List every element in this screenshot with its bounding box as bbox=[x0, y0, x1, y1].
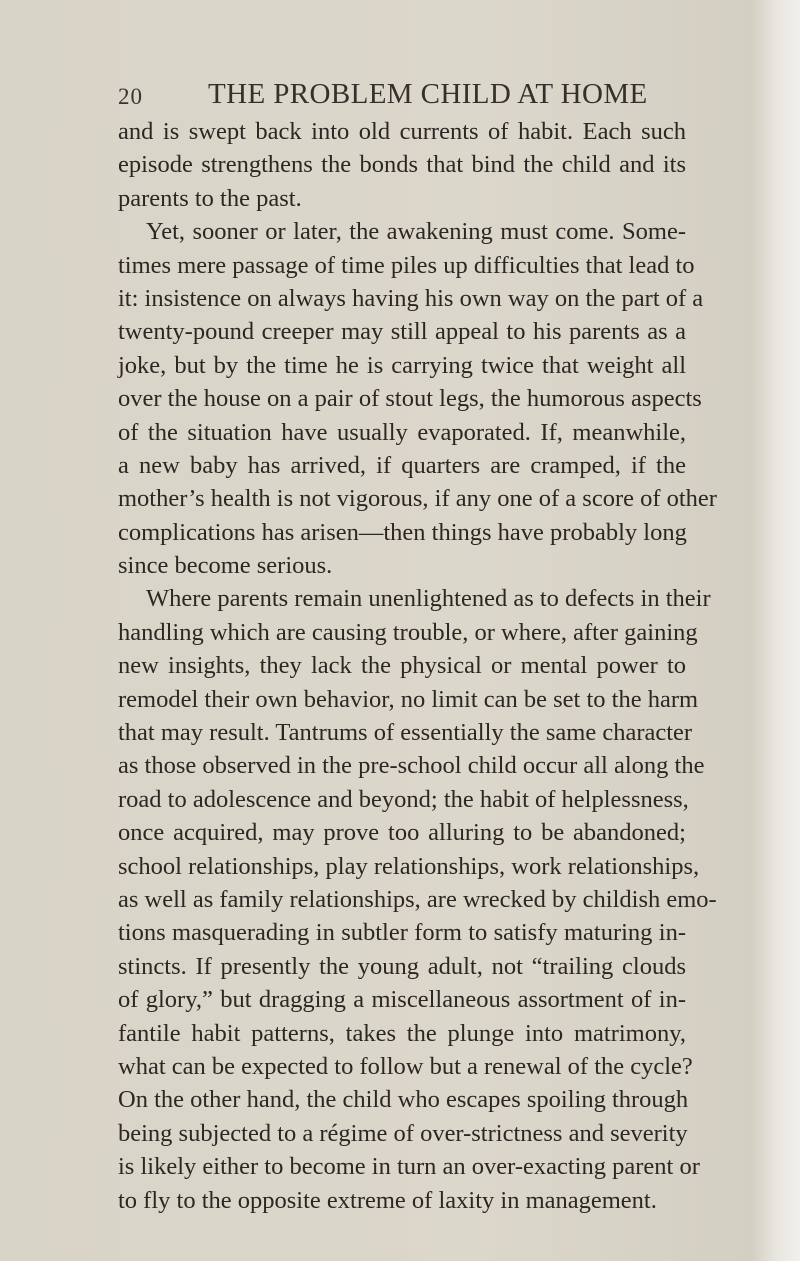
text-line: tions masquerading in subtler form to satisfy maturing in- bbox=[118, 919, 686, 947]
text-line: times mere passage of time piles up difficulties that lead to bbox=[118, 251, 695, 279]
text-line: remodel their own behavior, no limit can be set to the harm bbox=[118, 685, 699, 713]
text-line: Yet, sooner or later, the awakening must come. Some- bbox=[146, 218, 686, 246]
text-line: mother’s health is not vigorous, if any one of a score of other bbox=[118, 485, 717, 513]
text-line: stincts. If presently the young adult, not “trailing clouds bbox=[118, 952, 686, 980]
text-line: it: insistence on always having his own way on the part of a bbox=[118, 284, 704, 312]
text-line: school relationships, play relationships, work relationships, bbox=[118, 852, 700, 880]
text-line: complications has arisen—then things have probably long bbox=[118, 518, 687, 546]
text-line: since become serious. bbox=[118, 552, 333, 580]
text-line: once acquired, may prove too alluring to be abandoned; bbox=[118, 819, 686, 847]
text-line: that may result. Tantrums of essentially the same character bbox=[118, 719, 693, 747]
body-text bbox=[118, 115, 717, 1217]
running-head bbox=[118, 78, 718, 118]
page-number: 20 bbox=[118, 84, 143, 109]
text-line: to fly to the opposite extreme of laxity in management. bbox=[118, 1186, 657, 1214]
text-line: as well as family relationships, are wrecked by childish emo- bbox=[118, 885, 717, 913]
text-line: episode strengthens the bonds that bind the child and its bbox=[118, 151, 686, 179]
text-line: handling which are causing trouble, or where, after gaining bbox=[118, 618, 698, 646]
text-line: a new baby has arrived, if quarters are cramped, if the bbox=[118, 451, 686, 479]
text-line: new insights, they lack the physical or mental power to bbox=[118, 652, 686, 680]
running-title: THE PROBLEM CHILD AT HOME bbox=[208, 78, 648, 110]
text-line: over the house on a pair of stout legs, the humorous aspects bbox=[118, 385, 702, 413]
text-line: is likely either to become in turn an over-exacting parent or bbox=[118, 1153, 700, 1181]
text-line: being subjected to a régime of over-strictness and severity bbox=[118, 1119, 688, 1147]
text-line: twenty-pound creeper may still appeal to his parents as a bbox=[118, 318, 686, 346]
text-line: road to adolescence and beyond; the habit of helplessness, bbox=[118, 785, 689, 813]
text-line: as those observed in the pre-school child occur all along the bbox=[118, 752, 705, 780]
text-line: On the other hand, the child who escapes spoiling through bbox=[118, 1086, 689, 1114]
text-line: of the situation have usually evaporated. If, meanwhile, bbox=[118, 418, 686, 446]
text-line: joke, but by the time he is carrying twice that weight all bbox=[118, 351, 686, 379]
text-line: parents to the past. bbox=[118, 184, 302, 212]
text-line: what can be expected to follow but a renewal of the cycle? bbox=[118, 1052, 693, 1080]
text-line: of glory,” but dragging a miscellaneous assortment of in- bbox=[118, 986, 686, 1014]
text-line: and is swept back into old currents of habit. Each such bbox=[118, 118, 686, 145]
text-line: Where parents remain unenlightened as to defects in their bbox=[146, 585, 711, 613]
text-line: fantile habit patterns, takes the plunge into matrimony, bbox=[118, 1019, 686, 1047]
